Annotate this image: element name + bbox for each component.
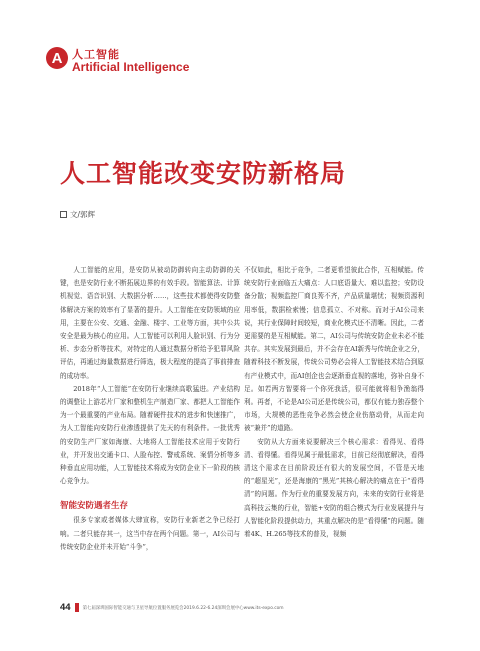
article-title: 人工智能改变安防新格局 xyxy=(60,159,347,188)
section-badge-icon xyxy=(46,47,68,69)
paragraph: 2018年“人工智能”在安防行业继续高歌猛进。产业结构的调整让上游芯片厂家和整机生产制造厂家、都把人工智能作为一个最重要的产业布局。随着硬件技术的进步和快速推广，为人工智能向安防行业渗透提供了先天的有利条件。一批优秀的安防生产厂家如海康、大地将人工智能技术应用于安防行业，并开发出交通卡口、人脸布控、警戒系统、案情分析等多种垂直应用功能，人工智能技术将成为安防企业下一阶段的核心竞争力。 xyxy=(60,384,240,486)
section-title-cn: 人工智能 xyxy=(72,48,120,61)
paragraph: 安防从大方面来说要解决三个核心需求：看得见、看得清、看得懂。看得见属于最低需求，目前已经彻底解决，看得清这个需求在目前阶段还有很大的发展空间，不管是天地的“超星光”，还是海康的“黑光”其核心解决的痛点在于“看得清”的问题。作为行业的重要发展方向，未来的安防行业将是高科技云集的行业，智能+安防的组合模式为行业发展提升与人智能化阶段提供动力，其重点解决的是“看得懂”的问题。随着4K、H.265等技术的普及，视频 xyxy=(244,437,424,539)
paragraph: 很多专家或者媒体大肆宣称，安防行业新老之争已经打响。二者只能存其一，这当中存在两个问题。第一，AI公司与传统安防企业并未开始“斗争”， xyxy=(60,516,240,551)
section-heading: 智能安防遇者生存 xyxy=(60,501,129,512)
paragraph: 人工智能的应用，是安防从被动防御转向主动防御的关键，也是安防行业不断拓展边界的有效手段。智能算法、计算机视觉、语音识别、大数据分析……，这些技术都使得安防整体解决方案的效率有了显著的提升。人工智能在安防领域的应用，主要在公安、交通、金融、楼宇、工业等方面，其中公共安全是最为核心的应用。人工智能可以利用人脸识别、行为分析、步态分析等技术，对特定的人通过数据分析给予犯罪风险评估，再通过海量数据进行筛选，极大程度的提高了事前排查的成功率。 xyxy=(60,266,240,380)
right-column xyxy=(244,264,424,541)
footer-bar-divider xyxy=(75,603,79,612)
byline-box-icon xyxy=(60,211,67,218)
byline xyxy=(60,209,95,220)
page-footer xyxy=(60,602,284,613)
byline-text: 文/郭辉 xyxy=(70,210,96,219)
footer-text: 第七届深圳国际智能交通与卫星导航位置服务展览会2019.6.22-6.24深圳会展中心www.its-expo.com xyxy=(82,605,284,611)
section-badge-letter: A xyxy=(51,49,63,67)
left-column xyxy=(60,264,240,554)
paragraph: 不仅如此，相比于竞争，二者更希望彼此合作，互相赋能。传统安防行业面临五大痛点：人口底语量大、难以监控；安防设备分散；视频监控厂商良莠不齐，产品质量堪忧；视频资源利用率低，数据检索慢；信息孤立、不对称。而对于AI公司来说，其行业保障时间较短，商业化模式还不清晰。因此，二者更需要的是互相赋能。第二，AI公司与传统安防企业未必不能共存。其实发展到最后，并不会存在AI新秀与传统企业之分，随着科技不断发展，传统公司势必会将人工智能技术结合到原有产业模式中，而AI创企也会逐渐垂直视的落地，弥补自身不足。如若两方智要将一个你死我活，很可能就将相争渔翁得利。再者，不论是AI公司还是传统公司，都仅有能力独吞整个市场，大规模的恶性竞争必然会使企业伤筋动骨，从而走向被“兼并”的道路。 xyxy=(244,266,424,433)
section-title-en: Artificial Intelligence xyxy=(72,60,190,74)
page-number: 44 xyxy=(60,602,71,613)
